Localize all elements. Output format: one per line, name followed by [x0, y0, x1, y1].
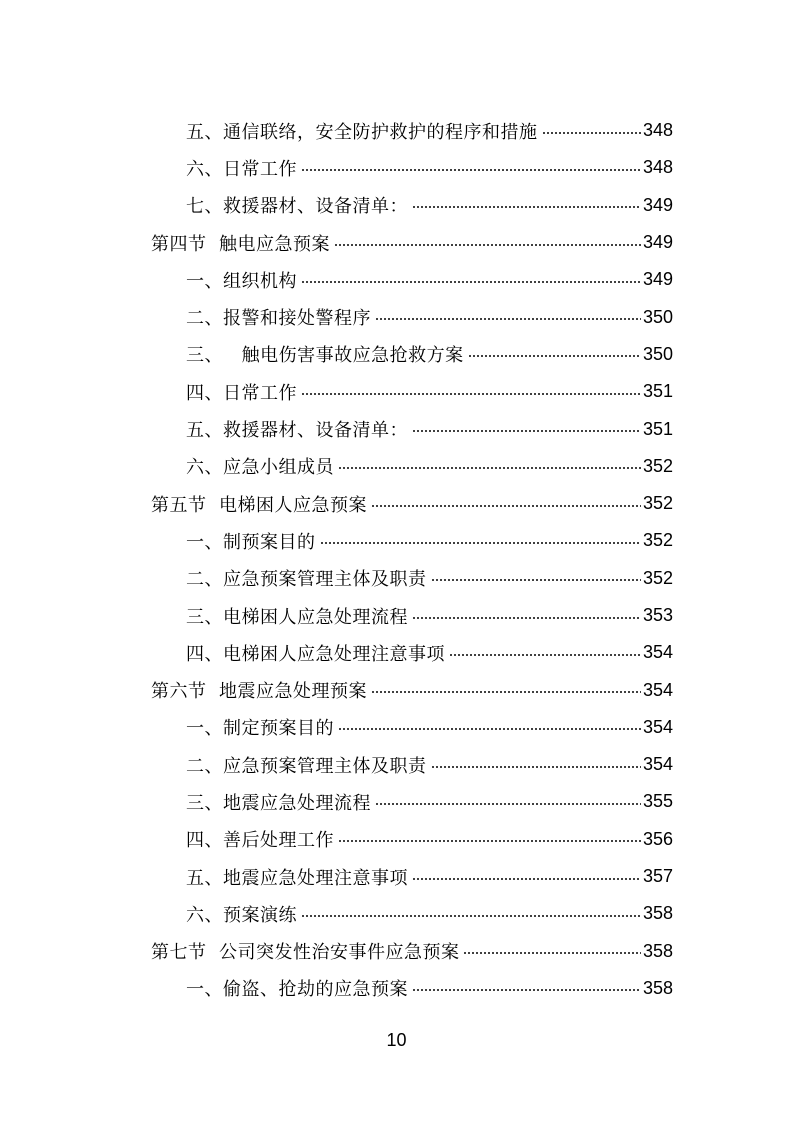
toc-dot-leader	[449, 654, 641, 656]
toc-entry[interactable]	[0, 858, 793, 895]
toc-dot-leader	[375, 803, 641, 805]
toc-entry[interactable]	[0, 895, 793, 932]
toc-entry-title: 五、通信联络，安全防护救护的程序和措施	[186, 121, 538, 143]
toc-entry[interactable]	[0, 746, 793, 783]
toc-dot-leader	[412, 617, 641, 619]
toc-entry[interactable]	[0, 597, 793, 634]
toc-dot-leader	[301, 393, 641, 395]
toc-dot-leader	[412, 989, 641, 991]
toc-entry-title: 四、善后处理工作	[186, 830, 334, 852]
toc-entry[interactable]	[0, 522, 793, 559]
toc-entry[interactable]	[0, 410, 793, 447]
toc-dot-leader	[320, 542, 641, 544]
toc-entry-page: 349	[642, 269, 673, 290]
toc-entry-title: 五、救援器材、设备清单：	[186, 420, 408, 442]
toc-dot-leader	[431, 579, 641, 581]
toc-entry-title: 一、制预案目的	[186, 531, 316, 553]
toc-dot-leader	[431, 766, 641, 768]
toc-entry[interactable]	[0, 187, 793, 224]
table-of-contents	[0, 112, 793, 1007]
toc-entry-page: 358	[642, 940, 673, 961]
toc-entry-page: 352	[642, 530, 673, 551]
toc-entry-title: 一、制定预案目的	[186, 718, 334, 740]
toc-entry-page: 350	[642, 306, 673, 327]
toc-entry[interactable]	[0, 112, 793, 149]
toc-entry-page: 349	[642, 194, 673, 215]
toc-entry-page: 349	[642, 232, 673, 253]
toc-entry-title: 五、地震应急处理注意事项	[186, 867, 408, 889]
toc-dot-leader	[301, 281, 641, 283]
toc-entry[interactable]	[0, 634, 793, 671]
toc-entry-page: 355	[642, 791, 673, 812]
toc-entry-title: 二、应急预案管理主体及职责	[186, 755, 427, 777]
toc-entry-page: 358	[642, 977, 673, 998]
toc-entry-page: 354	[642, 679, 673, 700]
toc-entry-page: 352	[642, 455, 673, 476]
toc-entry-title: 六、预案演练	[186, 904, 297, 926]
toc-entry-page: 354	[642, 716, 673, 737]
toc-entry[interactable]	[0, 783, 793, 820]
toc-dot-leader	[542, 132, 641, 134]
toc-entry-title: 四、电梯困人应急处理注意事项	[186, 643, 445, 665]
toc-dot-leader	[334, 244, 641, 246]
toc-entry[interactable]	[0, 336, 793, 373]
toc-dot-leader	[468, 355, 641, 357]
toc-entry-title: 第四节 触电应急预案	[151, 233, 330, 255]
toc-entry[interactable]	[0, 448, 793, 485]
toc-entry-title: 一、组织机构	[186, 270, 297, 292]
toc-section-entry[interactable]	[0, 933, 793, 970]
toc-entry-page: 352	[642, 567, 673, 588]
toc-dot-leader	[412, 430, 641, 432]
toc-entry-page: 356	[642, 828, 673, 849]
toc-entry-page: 352	[642, 493, 673, 514]
toc-dot-leader	[463, 952, 641, 954]
toc-entry[interactable]	[0, 821, 793, 858]
toc-entry-page: 357	[642, 866, 673, 887]
toc-entry-page: 354	[642, 754, 673, 775]
toc-entry-title: 六、应急小组成员	[186, 457, 334, 479]
toc-entry-title: 三、电梯困人应急处理流程	[186, 606, 408, 628]
toc-entry-title: 三、地震应急处理流程	[186, 792, 371, 814]
toc-entry-page: 353	[642, 605, 673, 625]
toc-entry[interactable]	[0, 149, 793, 186]
toc-entry-title: 第七节 公司突发性治安事件应急预案	[151, 942, 460, 964]
toc-entry-page: 348	[642, 120, 673, 141]
toc-section-entry[interactable]	[0, 485, 793, 522]
toc-entry-title: 三、 触电伤害事故应急抢救方案	[186, 345, 464, 367]
toc-entry-page: 358	[642, 903, 673, 924]
toc-entry-title: 第六节 地震应急处理预案	[151, 681, 367, 703]
toc-dot-leader	[301, 169, 641, 171]
toc-entry-page: 348	[642, 157, 673, 178]
toc-section-entry[interactable]	[0, 671, 793, 708]
toc-section-entry[interactable]	[0, 224, 793, 261]
toc-entry-title: 六、日常工作	[186, 158, 297, 180]
toc-entry-title: 二、应急预案管理主体及职责	[186, 569, 427, 591]
toc-dot-leader	[412, 206, 641, 208]
toc-entry[interactable]	[0, 298, 793, 335]
toc-entry[interactable]	[0, 970, 793, 1007]
toc-entry-title: 二、报警和接处警程序	[186, 308, 371, 330]
toc-entry-page: 354	[642, 642, 673, 663]
toc-entry-page: 350	[642, 343, 673, 364]
toc-entry-page: 351	[642, 418, 673, 439]
toc-dot-leader	[371, 505, 641, 507]
page-number: 10	[386, 1030, 407, 1050]
toc-dot-leader	[375, 318, 641, 320]
toc-dot-leader	[338, 467, 641, 469]
toc-dot-leader	[338, 840, 641, 842]
toc-entry-title: 四、日常工作	[186, 382, 297, 404]
toc-entry[interactable]	[0, 261, 793, 298]
toc-dot-leader	[338, 728, 641, 730]
toc-entry-title: 第五节 电梯困人应急预案	[151, 494, 367, 516]
toc-dot-leader	[301, 915, 641, 917]
toc-entry[interactable]	[0, 373, 793, 410]
toc-entry-title: 七、救援器材、设备清单：	[186, 196, 408, 218]
toc-entry[interactable]	[0, 560, 793, 597]
toc-entry[interactable]	[0, 709, 793, 746]
toc-entry-page: 351	[642, 381, 673, 402]
toc-dot-leader	[412, 878, 641, 880]
toc-entry-title: 一、偷盗、抢劫的应急预案	[186, 979, 408, 1001]
toc-dot-leader	[371, 691, 641, 693]
